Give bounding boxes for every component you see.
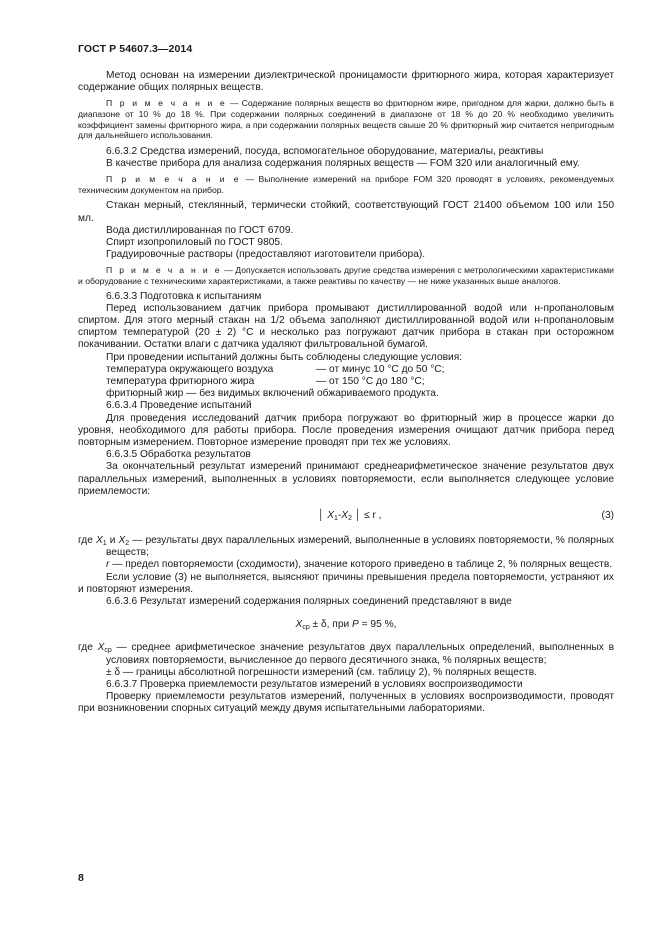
section-6-6-3-7-title: 6.6.3.7 Проверка приемлемости результатов измерений в условиях воспроизводимости [106,679,523,691]
condition-fat-temperature: температура фритюрного жира — от 150 °С до 180 °С; [106,376,425,387]
note-text: — Выполнение измерений на приборе FOM 320 проводят в условиях, рекомендуемых техническим документом на прибор. [78,174,614,195]
page-number: 8 [78,872,84,884]
paragraph-calibration: Градуировочные растворы (предоставляют изготовители прибора). [106,249,426,261]
section-6-6-3-2-title: 6.6.3.2 Средства измерений, посуда, вспомогательное оборудование, материалы, реактивы [106,145,544,157]
condition-fat-clean: фритюрный жир — без видимых включений обжариваемого продукта. [106,388,439,400]
paragraph-conditions-intro: При проведении испытаний должны быть соблюдены следующие условия: [106,351,463,363]
document-header: ГОСТ Р 54607.3—2014 [78,43,193,55]
paragraph-reproducibility: Проверку приемлемости результатов измерений, полученных в условиях воспроизводимости, проводят при возникновении спорных ситуаций между двумя испытательными лабораториями. [78,691,614,715]
paragraph-beaker: Стакан мерный, стеклянный, термически стойкий, соответствующий ГОСТ 21400 объемом 100 или 150 мл. [78,200,614,224]
note-label: П р и м е ч а н и е [106,265,222,276]
paragraph-processing: За окончательный результат измерений принимают среднеарифметическое значение результатов двух параллельных измерений, выполненных в условиях повторяемости, если выполняется следующее условие приемлемости: [78,461,614,497]
paragraph-water: Вода дистиллированная по ГОСТ 6709. [106,224,294,236]
where-xcp: где $X_{ср}$ — среднее арифметическое значение результатов двух параллельных определений, выполненных в условиях повторяемости, вычисленное до первого десятичного знака, % полярных веществ; [78,642,614,666]
section-6-6-3-3-title: 6.6.3.3 Подготовка к испытаниям [106,290,262,302]
paragraph-method: Метод основан на измерении диэлектрической проницамости фритюрного жира, которая характеризует содержание общих полярных веществ. [78,70,614,94]
formula-result: $X_{ср} \pm \delta$, при P = 95 %, [295,619,397,632]
formula-3 [78,508,614,526]
paragraph-instrument: В качестве прибора для анализа содержания полярных веществ — FOM 320 или аналогичный ему. [106,157,580,169]
note-fom320 [78,174,614,195]
note-text: — Допускается использовать другие средства измерения с метрологическими характеристиками и оборудование с техническими характеристиками, а также реактивы по качеству — не ниже указанных выше аналогов. [78,265,614,286]
note-label: П р и м е ч а н и е [106,98,227,109]
paragraph-alcohol: Спирт изопропиловый по ГОСТ 9805. [106,236,283,248]
where-delta: ± δ — границы абсолютной погрешности измерений (см. таблицу 2), % полярных веществ. [106,666,537,678]
section-6-6-3-5-title: 6.6.3.5 Обработка результатов [106,449,251,461]
formula-number: (3) [601,510,614,522]
condition-air-temperature: температура окружающего воздуха — от минус 10 °С до 50 °С; [106,363,445,375]
section-6-6-3-4-title: 6.6.3.4 Проведение испытаний [106,400,252,412]
note-text: — Содержание полярных веществ во фритюрном жире, пригодном для жарки, должно быть в диапазоне от 10 % до 18 %. При содержании полярных соединений в диапазоне от 18 % до 20 % необходимо увеличить коэффициент замены фритюрного жира, а при содержании полярных веществ свыше 20 % фритюрный жир считается непригодным для дальнейшего использования. [78,98,614,141]
paragraph-testing: Для проведения исследований датчик прибора погружают во фритюрный жир в процессе жарки до уровня, необходимого для работы прибора. После проведения измерения очищают датчик прибора перед повторным измерением. Повторное измерение проводят при тех же условиях. [78,412,614,449]
where-x1-x2: где $X_1$ и $X_2$ — результаты двух параллельных измерений, выполненные в условиях повторяемости, % полярных веществ; [78,535,615,559]
note-alternatives [78,265,614,286]
note-label: П р и м е ч а н и е [106,174,241,185]
page-content [78,70,614,716]
formula-expression: │ $X_1-X_2$ │ ≤ r , [318,510,382,523]
note-polar-content [78,98,614,140]
where-r: r — предел повторяемости (сходимости), значение которого приведено в таблице 2, % полярных веществ. [106,559,613,571]
paragraph-preparation: Перед использованием датчик прибора промывают дистиллированной водой или н-пропаноловым спиртом. Для этого мерный стакан на 1/2 объема заполняют дистиллированной водой или н-пропаноловым спиртом температурой (20 ± 2) °С и несколько раз погружают датчик прибора в стакан при осторожном покачивании. Остатки влаги с датчика удаляют фильтровальной бумагой. [78,302,614,351]
paragraph-condition-fail: Если условие (3) не выполняется, выясняют причины превышения предела повторяемости, устраняют их и повторяют измерения. [78,571,614,595]
section-6-6-3-6-title: 6.6.3.6 Результат измерений содержания полярных соединений представляют в виде [106,596,512,608]
